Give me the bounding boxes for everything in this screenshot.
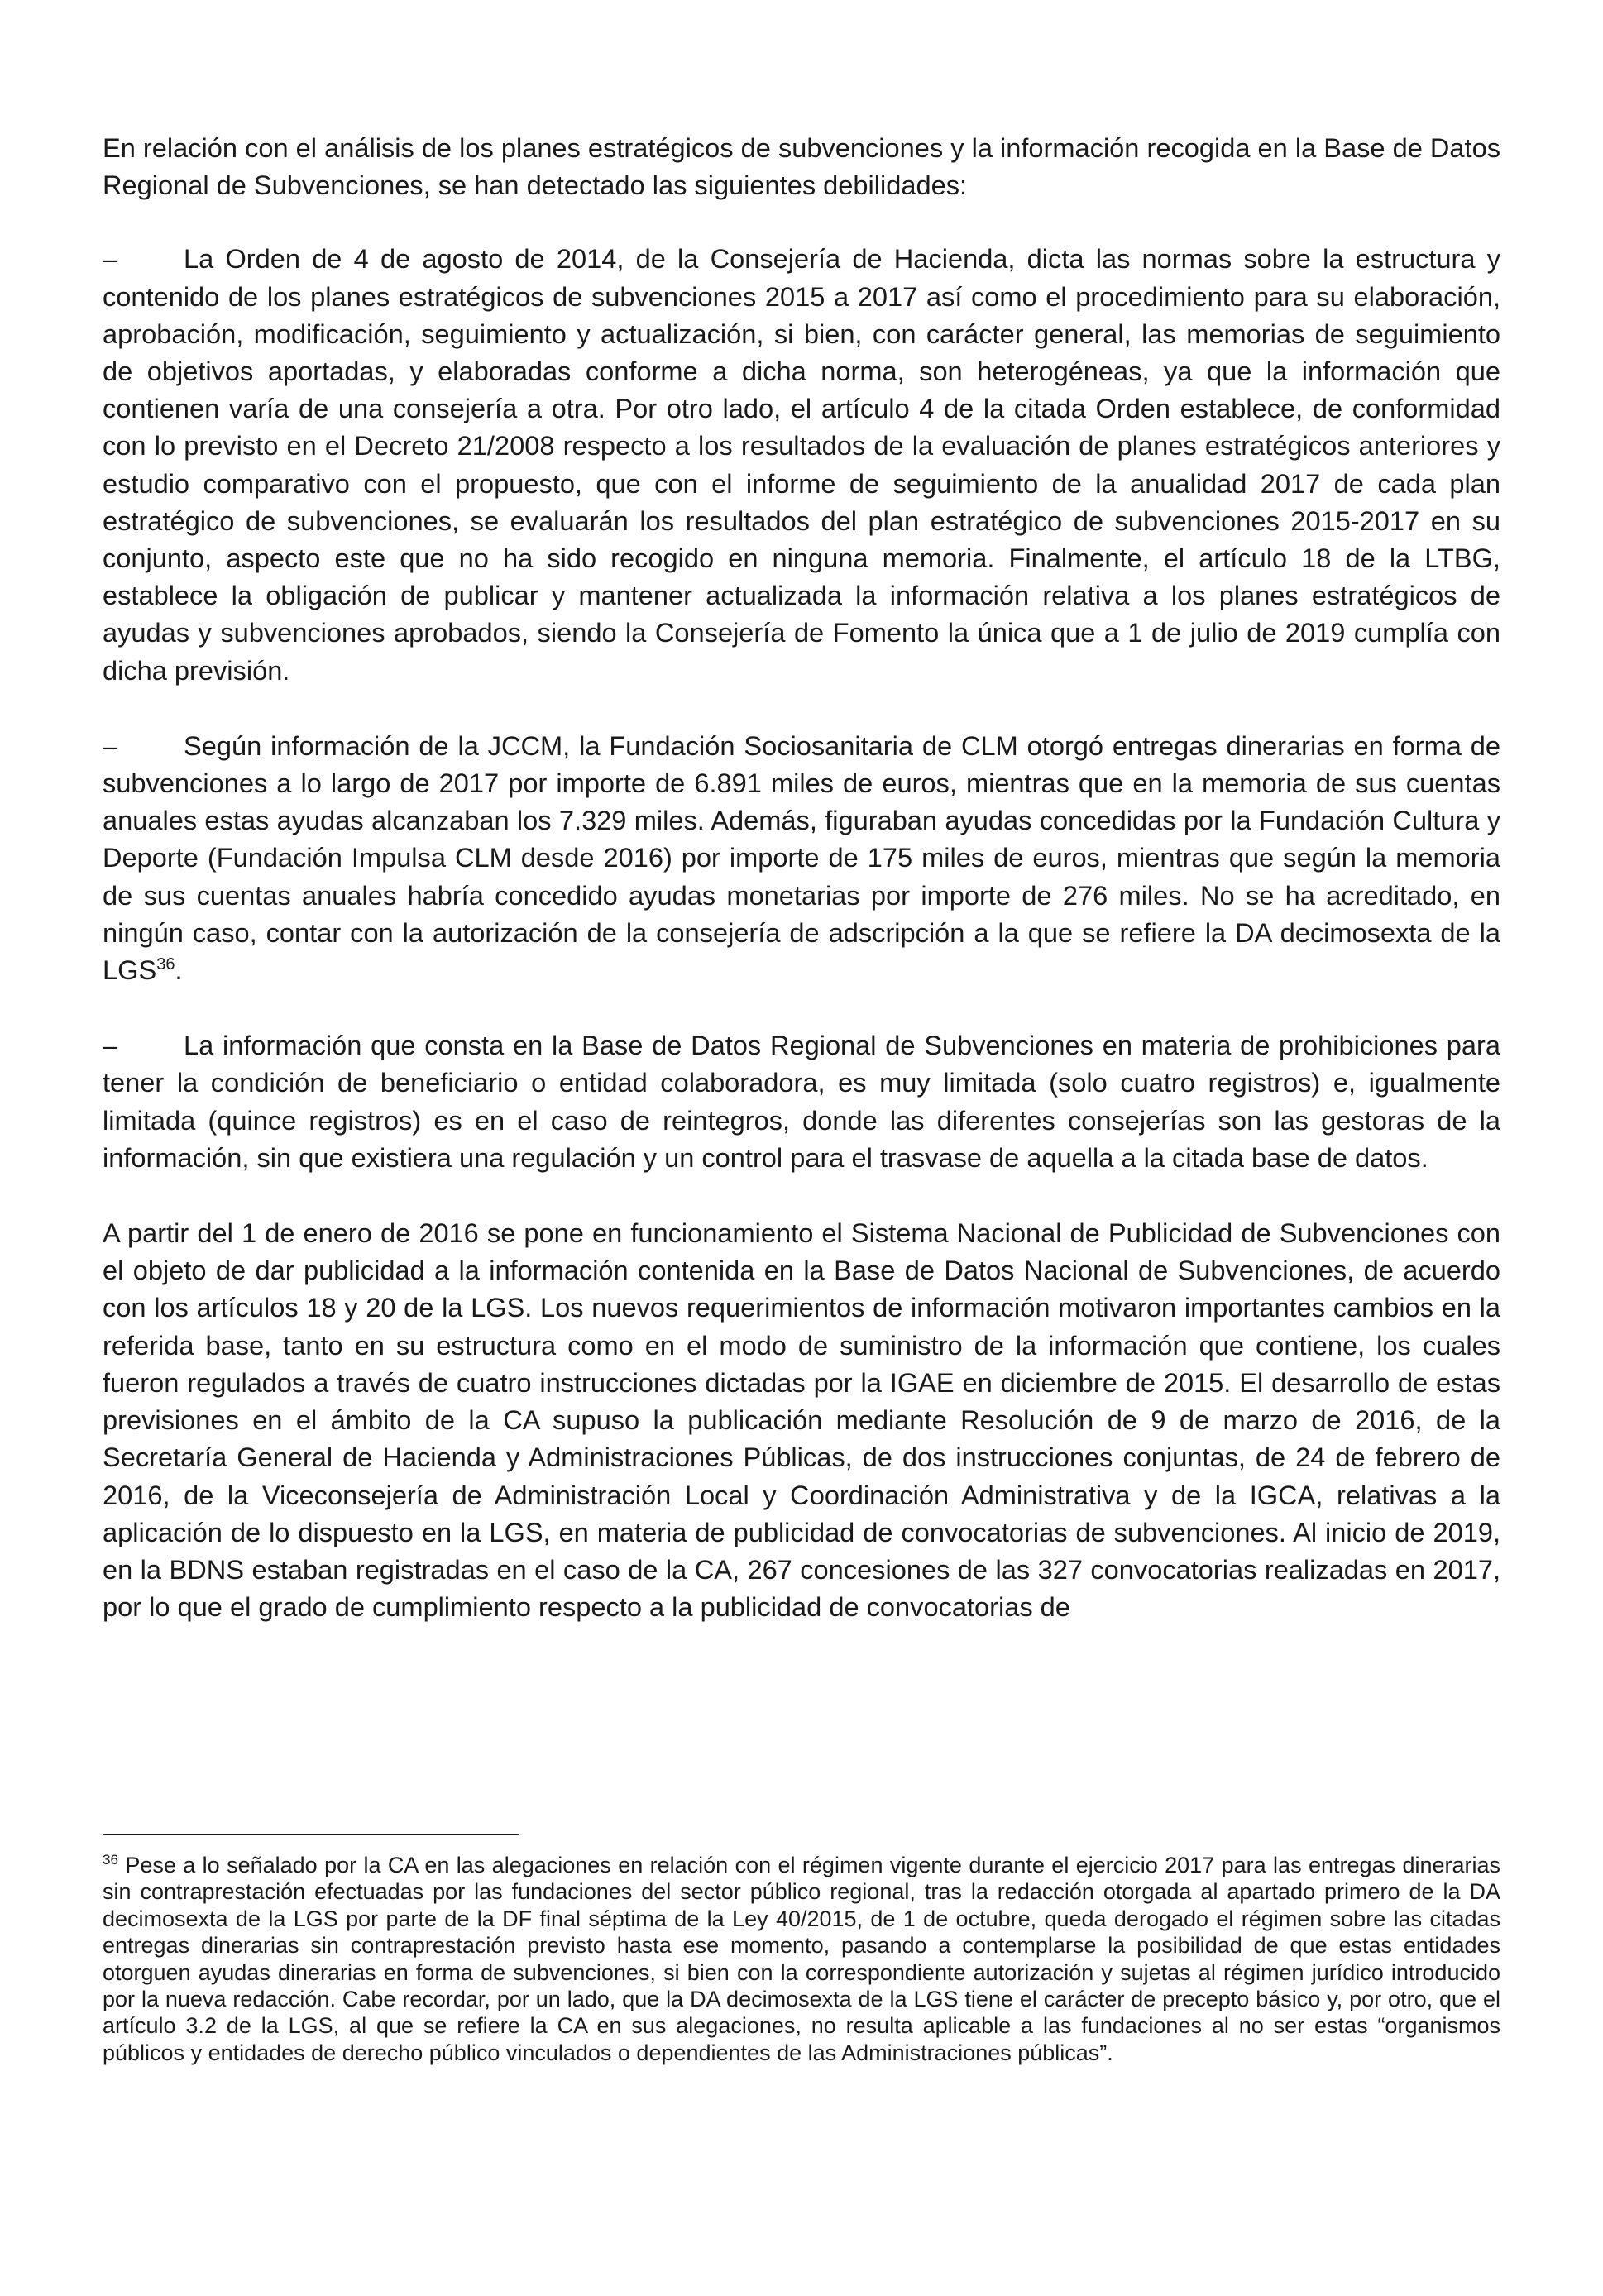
- bullet-text-2: Según información de la JCCM, la Fundación Sociosanitaria de CLM otorgó entregas dinerarias en forma de subvenciones a lo largo de 2017 por importe de 6.891 miles de euros, mientras que en la memoria de sus cuentas anuales estas ayudas alcanzaban los 7.329 miles. Además, figuraban ayudas concedidas por la Fundación Cultura y Deporte (Fundación Impulsa CLM desde 2016) por importe de 175 miles de euros, mientras que según la memoria de sus cuentas anuales habría concedido ayudas monetarias por importe de 276 miles. No se ha acreditado, en ningún caso, contar con la autorización de la consejería de adscripción a la que se refiere la DA decimosexta de la LGS: [103, 729, 1500, 986]
- dash-marker: –: [103, 729, 118, 761]
- bullet-item-1: [103, 240, 1500, 688]
- footnote-number: 36: [103, 1852, 118, 1868]
- bullet-item-2: [103, 727, 1500, 988]
- closing-paragraph: A partir del 1 de enero de 2016 se pone en funcionamiento el Sistema Nacional de Publicidad de Subvenciones con el objeto de dar publicidad a la información contenida en la Base de Datos Nacional de Subvenciones, de acuerdo con los artículos 18 y 20 de la LGS. Los nuevos requerimientos de información motivaron importantes cambios en la referida base, tanto en su estructura como en el modo de suministro de la información que contiene, los cuales fueron regulados a través de cuatro instrucciones dictadas por la IGAE en diciembre de 2015. El desarrollo de estas previsiones en el ámbito de la CA supuso la publicación mediante Resolución de 9 de marzo de 2016, de la Secretaría General de Hacienda y Administraciones Públicas, de dos instrucciones conjuntas, de 24 de febrero de 2016, de la Viceconsejería de Administración Local y Coordinación Administrativa y de la IGCA, relativas a la aplicación de lo dispuesto en la LGS, en materia de publicidad de convocatorias de subvenciones. Al inicio de 2019, en la BDNS estaban registradas en el caso de la CA, 267 concesiones de las 327 convocatorias realizadas en 2017, por lo que el grado de cumplimiento respecto a la publicidad de convocatorias de: [103, 1217, 1500, 1623]
- bullet-text-1: La Orden de 4 de agosto de 2014, de la Consejería de Hacienda, dicta las normas sobre la estructura y contenido de los planes estratégicos de subvenciones 2015 a 2017 así como el procedimiento para su elaboración, aprobación, modificación, seguimiento y actualización, si bien, con carácter general, las memorias de seguimiento de objetivos aportadas, y elaboradas conforme a dicha norma, son heterogéneas, ya que la información que contienen varía de una consejería a otra. Por otro lado, el artículo 4 de la citada Orden establece, de conformidad con lo previsto en el Decreto 21/2008 respecto a los resultados de la evaluación de planes estratégicos anteriores y estudio comparativo con el propuesto, que con el informe de seguimiento de la anualidad 2017 de cada plan estratégico de subvenciones, se evaluarán los resultados del plan estratégico de subvenciones 2015-2017 en su conjunto, aspecto este que no ha sido recogido en ninguna memoria. Finalmente, el artículo 18 de la LTBG, establece la obligación de publicar y mantener actualizada la información relativa a los planes estratégicos de ayudas y subvenciones aprobados, siendo la Consejería de Fomento la única que a 1 de julio de 2019 cumplía con dicha previsión.: [103, 243, 1500, 686]
- bullet-text-2-end: .: [175, 954, 183, 986]
- footnote-separator: [103, 1834, 519, 1835]
- dash-marker: –: [103, 243, 118, 275]
- intro-paragraph: En relación con el análisis de los planes estratégicos de subvenciones y la información recogida en la Base de Datos Regional de Subvenciones, se han detectado las siguientes debilidades:: [103, 132, 1500, 201]
- dash-marker: –: [103, 1030, 118, 1061]
- bullet-item-3: [103, 1026, 1500, 1176]
- footnote: [103, 1852, 1500, 2066]
- footnote-reference[interactable]: 36: [156, 955, 175, 974]
- bullet-text-3: La información que consta en la Base de Datos Regional de Subvenciones en materia de prohibiciones para tener la condición de beneficiario o entidad colaboradora, es muy limitada (solo cuatro registros) e, igualmente limitada (quince registros) es en el caso de reintegros, donde las diferentes consejerías son las gestoras de la información, sin que existiera una regulación y un control para el trasvase de aquella a la citada base de datos.: [103, 1030, 1500, 1173]
- document-body: [103, 129, 1500, 1663]
- footnote-text: Pese a lo señalado por la CA en las alegaciones en relación con el régimen vigente durante el ejercicio 2017 para las entregas dinerarias sin contraprestación efectuadas por las fundaciones del sector público regional, tras la redacción otorgada al apartado primero de la DA decimosexta de la LGS por parte de la DF final séptima de la Ley 40/2015, de 1 de octubre, queda derogado el régimen sobre las citadas entregas dinerarias sin contraprestación previsto hasta ese momento, pasando a contemplarse la posibilidad de que estas entidades otorguen ayudas dinerarias en forma de subvenciones, si bien con la correspondiente autorización y sujetas al régimen jurídico introducido por la nueva redacción. Cabe recordar, por un lado, que la DA decimosexta de la LGS tiene el carácter de precepto básico y, por otro, que el artículo 3.2 de la LGS, al que se refiere la CA en sus alegaciones, no resulta aplicable a las fundaciones al no ser estas “organismos públicos y entidades de derecho público vinculados o dependientes de las Administraciones públicas”.: [103, 1853, 1500, 2065]
